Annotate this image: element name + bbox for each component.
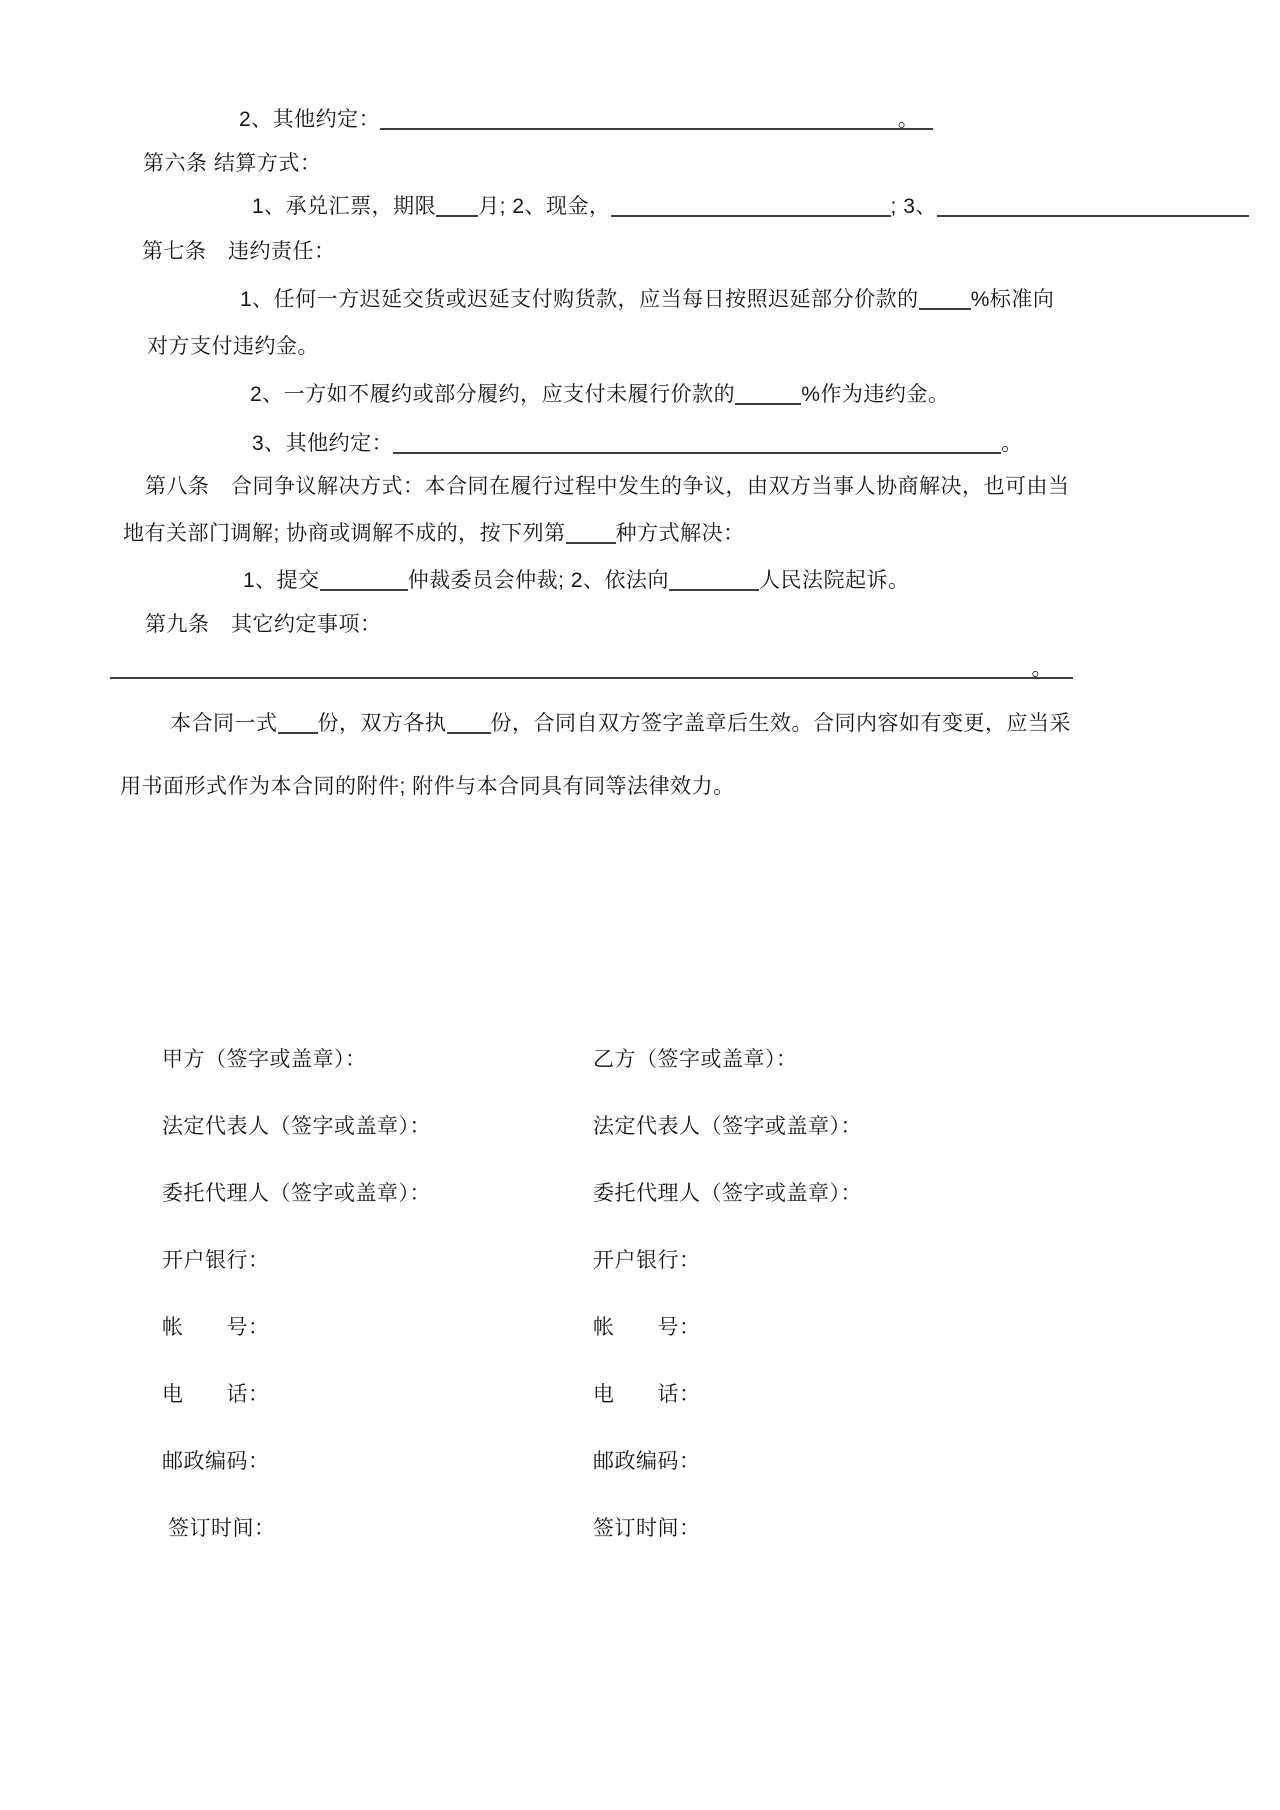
sign-date-a-label: 签订时间： bbox=[168, 1517, 276, 1540]
clause6-item1-text-b: 月; 2、现金， bbox=[478, 195, 611, 218]
party-b-label: 乙方（签字或盖章）： bbox=[593, 1048, 798, 1071]
clause9-heading: 第九条 其它约定事项： bbox=[145, 613, 382, 636]
clause5-item2-line bbox=[239, 106, 933, 134]
closing-paragraph-line1 bbox=[170, 710, 1071, 738]
clause5-item2-period: 。 bbox=[897, 108, 920, 131]
clause7-heading-line bbox=[142, 238, 336, 266]
clause7-item1-text-b: %标准向 bbox=[970, 288, 1055, 311]
clause6-item1-line bbox=[252, 193, 1249, 221]
clause8-line1 bbox=[145, 473, 1070, 501]
clause7-item2-text-a: 2、一方如不履约或部分履约，应支付未履行价款的 bbox=[250, 383, 736, 406]
clause8-item-line bbox=[243, 567, 910, 595]
clause8-court-blank bbox=[669, 567, 759, 591]
bank-b-label: 开户银行： bbox=[593, 1249, 701, 1272]
agent-b-label: 委托代理人（签字或盖章）： bbox=[593, 1182, 862, 1205]
clause7-item3-period: 。 bbox=[1001, 432, 1023, 455]
clause8-line2 bbox=[123, 520, 745, 548]
clause8-line2-text-a: 地有关部门调解; 协商或调解不成的，按下列第 bbox=[123, 522, 566, 545]
copies-total-blank bbox=[278, 710, 318, 734]
clause8-arbitration-blank bbox=[320, 567, 408, 591]
account-a-label: 帐 号： bbox=[162, 1316, 270, 1339]
clause9-blank-line bbox=[110, 655, 1073, 683]
clause7-breach-rate-blank bbox=[735, 381, 801, 405]
clause8-method-number-blank bbox=[566, 520, 616, 544]
clause9-period: 。 bbox=[1031, 657, 1053, 680]
legal-rep-b-label: 法定代表人（签字或盖章）： bbox=[593, 1115, 862, 1138]
closing-text-b: 份，双方各执 bbox=[317, 712, 447, 735]
copies-each-blank bbox=[447, 710, 491, 734]
clause6-cash-blank bbox=[611, 193, 891, 217]
clause6-term-blank bbox=[436, 193, 478, 217]
closing-text-c: 份，合同自双方签字盖章后生效。合同内容如有变更，应当采 bbox=[490, 712, 1071, 735]
clause8-item-text-a: 1、提交 bbox=[243, 569, 320, 592]
clause6-heading-line bbox=[143, 150, 321, 178]
clause7-item1-line bbox=[240, 286, 1054, 314]
phone-a-label: 电 话： bbox=[162, 1383, 270, 1406]
clause9-blank bbox=[110, 655, 1073, 679]
postcode-a-label: 邮政编码： bbox=[162, 1450, 270, 1473]
closing-text-a: 本合同一式 bbox=[170, 712, 278, 735]
clause7-penalty-rate-blank bbox=[919, 286, 971, 310]
clause6-item1-text-a: 1、承兑汇票，期限 bbox=[252, 195, 437, 218]
clause8-line2-text-b: 种方式解决： bbox=[615, 522, 745, 545]
clause7-item2-line bbox=[250, 381, 949, 409]
clause7-item1-cont-text: 对方支付违约金。 bbox=[147, 335, 319, 358]
legal-rep-a-label: 法定代表人（签字或盖章）： bbox=[162, 1115, 431, 1138]
agent-a-label: 委托代理人（签字或盖章）： bbox=[162, 1182, 431, 1205]
phone-b-label: 电 话： bbox=[593, 1383, 701, 1406]
clause6-other-blank bbox=[937, 193, 1249, 217]
clause7-item2-text-b: %作为违约金。 bbox=[801, 383, 950, 406]
postcode-b-label: 邮政编码： bbox=[593, 1450, 701, 1473]
account-b-label: 帐 号： bbox=[593, 1316, 701, 1339]
clause8-line1-text: 第八条 合同争议解决方式：本合同在履行过程中发生的争议，由双方当事人协商解决，也可由当 bbox=[145, 475, 1070, 498]
clause8-item-text-c: 人民法院起诉。 bbox=[759, 569, 910, 592]
sign-date-b-label: 签订时间： bbox=[593, 1517, 701, 1540]
closing-text-d: 用书面形式作为本合同的附件; 附件与本合同具有同等法律效力。 bbox=[120, 775, 735, 798]
clause9-heading-line bbox=[145, 611, 382, 639]
closing-paragraph-line2 bbox=[120, 773, 735, 801]
clause7-item1-continuation bbox=[147, 333, 319, 361]
clause6-item1-text-c: ; 3、 bbox=[890, 195, 937, 218]
clause5-item2-label: 2、其他约定： bbox=[239, 108, 381, 131]
clause8-item-text-b: 仲裁委员会仲裁; 2、依法向 bbox=[407, 569, 670, 592]
clause6-heading: 第六条 结算方式： bbox=[143, 152, 322, 175]
clause7-item3-blank bbox=[393, 430, 1001, 454]
clause7-item3-line bbox=[252, 430, 1023, 458]
bank-a-label: 开户银行： bbox=[162, 1249, 270, 1272]
clause7-heading: 第七条 违约责任： bbox=[142, 240, 336, 263]
clause5-item2-blank bbox=[380, 106, 933, 130]
party-a-label: 甲方（签字或盖章）： bbox=[162, 1048, 367, 1071]
clause7-item1-text-a: 1、任何一方迟延交货或迟延支付购货款，应当每日按照迟延部分价款的 bbox=[240, 288, 919, 311]
clause7-item3-label: 3、其他约定： bbox=[252, 432, 394, 455]
